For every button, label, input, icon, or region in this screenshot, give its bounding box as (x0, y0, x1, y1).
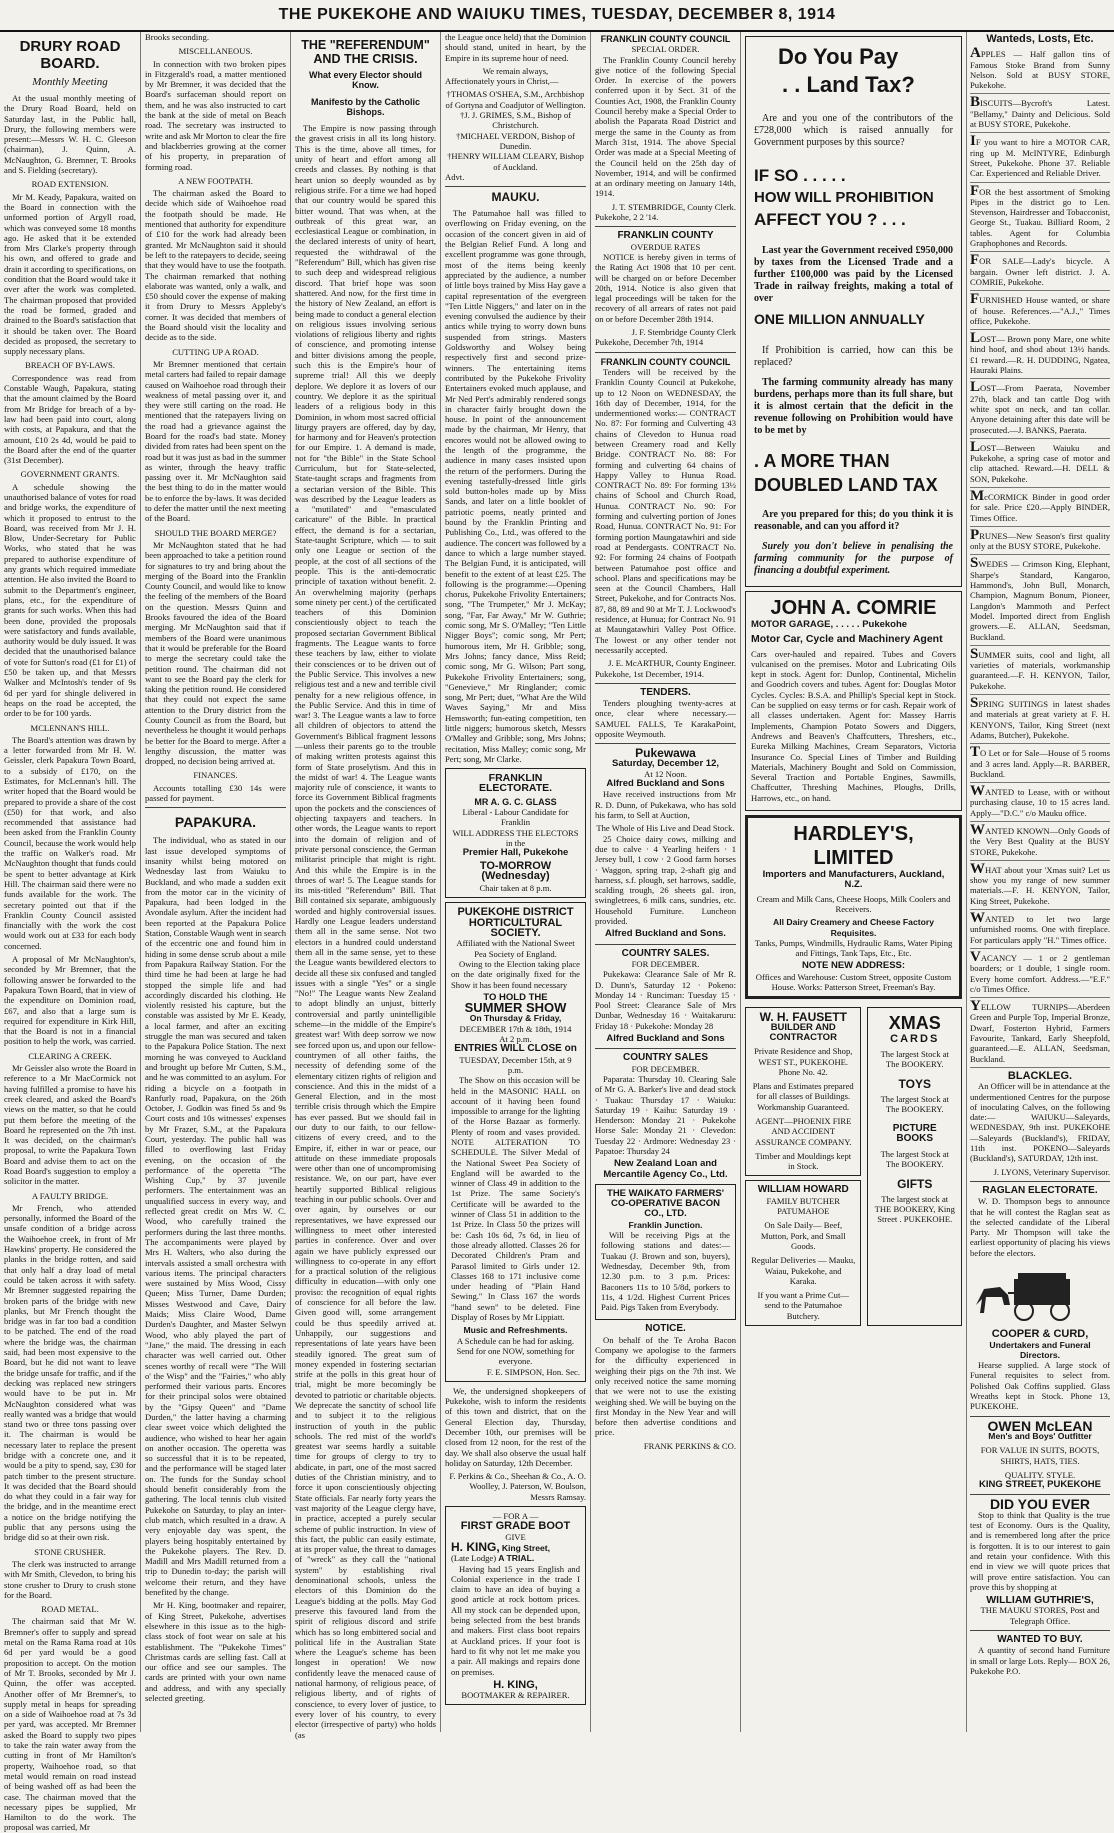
ad-headline: HOW WILL PROHIBITION (754, 189, 934, 206)
ad-text: Stop to think that Quality is the true test of Economy. Ours is the Quality, and is remembered long after the price is forgotten. It is to our interest to gain and retain your confidence. With this end in view we will quote prices that will prove entire satisfaction. You can prove this by shopping at (970, 1509, 1110, 1592)
ad-subtitle: Men's and Boys' Outfitter (988, 1430, 1092, 1441)
auctioneer: Alfred Buckland and Sons (606, 778, 725, 790)
ad-subtitle: KING STREET, PUKEKOHE (979, 1479, 1101, 1491)
ad-text: Private Residence and Shop, WEST ST., PUKEKOHE. (754, 1046, 853, 1067)
classified-ad: LOST—Between Waiuku and Pukekohe, a spring case of motor and clip attached. Reward.—H. DELL & SON, Pukekohe. (970, 442, 1110, 488)
ad-text: Regular Deliveries — Mauku, Waiau, Pukekohe, and Karaka. (751, 1255, 856, 1286)
paragraph: The chairman asked the Board to decide which side of Waihoehoe road the footpath should be made. He mentioned that authority for expenditure of £10 for the work had already been granted. Mr McNaughton said it should be left to the ratepayers to decide, seeing that they would have to use the footpath. The chairman remarked that nothing elaborate was wanted, only a walk, and £50 should cover the expense of making it from Drury to Messrs Appleby's corner. It was decided that members of the Board should visit the locality and decide as to the side. (145, 188, 286, 343)
ad-text: AGENT—PHOENIX FIRE AND ACCIDENT ASSURANCE COMPANY. (755, 1115, 852, 1147)
ad-subtitle: Motor Car, Cycle and Machinery Agent (751, 633, 943, 646)
ad-text: (Late Lodge) (451, 1553, 497, 1564)
section-heading: ROAD METAL. (41, 1604, 99, 1615)
column-drury-road-board (4, 32, 136, 1833)
ad-text: QUALITY. STYLE. (1004, 1469, 1076, 1480)
signature: J. LYONS, Veterinary Supervisor. (993, 1166, 1110, 1177)
notice-title: FRANKLIN COUNTY (617, 230, 714, 242)
section-heading: CUTTING UP A ROAD. (172, 346, 259, 357)
column-display-ads (745, 32, 962, 1732)
article-subtitle: What every Elector should Know. (308, 70, 423, 91)
column-rule (440, 32, 441, 1732)
ad-subtitle: Franklin Junction. (628, 1219, 703, 1230)
classified-ad: McCORMICK Binder in good order for sale. Price £20.—Apply BINDER, Times Office. (970, 491, 1110, 527)
signature: †J. J. GRIMES, S.M., Bishop of Christchurch. (459, 110, 572, 131)
ad-text: Liberal - Labour Candidate for Franklin (462, 807, 569, 828)
ad-text: If you want a Prime Cut—send to the Patumahoe Butchery. (757, 1290, 849, 1321)
section-heading: CLEARING A CREEK. (28, 1050, 112, 1061)
article-title: DRURY ROAD BOARD. (19, 38, 121, 72)
franklin-electorate-ad (445, 768, 586, 898)
lower-ads-row (745, 1003, 962, 1330)
ad-subtitle: Importers and Manufacturers, Auckland, N.Z. (762, 869, 945, 891)
paragraph: The Franklin County Council hereby give notice of the following Special Order. In exercise of the powers conferred upon it by Sect. 31 of the Counties Act, 1908, the Franklin County Council hereby make a Special Order to abolish the Paparata Road District and merge the same in the County as from March 31st, 1914. The above Special Order was made at a Special Meeting of the Council held on the 25th day of November, 1914, and will be confirmed at an ordinary meeting on January 14th, 1914. (595, 54, 736, 199)
h-king-ad (445, 1506, 586, 1705)
divider (145, 807, 286, 808)
ad-title: THE WAIKATO FARMERS' CO-OPERATIVE BACON CO., LTD. (607, 1187, 724, 1220)
ad-title: DID YOU EVER (989, 1496, 1091, 1513)
paragraph: Tenders will be received by the Franklin County Council at Pukekohe, up to 12 Noon on WEDNESDAY, the 16th day of December, 1914, for the undermentioned works:— CONTRACT No. 87: For forming and Culverting 43 chains of Clevedon to Hunua road between Creamery road and Kelly Bridge. CONTRACT No. 88: For forming and culverting 64 chains of Happy Valley to Hunua Road. CONTRACT No. 89: For forming 13½ chains of School and Church Road, Hunua. CONTRACT No. 90: For forming and culverting portion of Jones Road, Hunua. CONTRACT No. 91: For forming portion Maungatawhiri and side road at Pendergasts. CONTRACT No. 92: For forming 24 chains of Footpath between Patumahoe post office and school. Plans and specifications may be seen at the Council Chambers, Hall Street, Pukekohe, and for Contracts Nos. 87, 88, 89 and 90 at Mr T. J. Lockwood's residence, at Hunua; for Contract No. 91 at Maungatawhiri Valley Post Office. The lowest or any other tender not necessarily accepted. (595, 366, 736, 655)
divider (970, 1416, 1110, 1417)
paragraph: NOTICE is hereby given in terms of the Rating Act 1908 that 10 per cent. will be charged on or before December 20th, 1914. Notice is also given that legal proceedings will be taken for the recovery of all arrears of rates not paid on or before December 28th 1914. (595, 251, 736, 324)
ad-date: TUESDAY, December 15th, at 9 p.m. (459, 1054, 572, 1075)
column-county-notices (595, 32, 736, 1732)
column-rule (740, 32, 741, 1732)
classified-ad: BISCUITS—Bycroft's Latest. "Bellamy," Dainty and Delicious. Sold at BUSY STORE, Pukekohe. (970, 97, 1110, 133)
ad-date: On Thursday & Friday, (469, 1013, 562, 1024)
ad-text: The largest Stock at The BOOKERY. (880, 1093, 949, 1114)
classified-ad: LOST—From Paerata, November 27th, black and tan cattle Dog with white spot on neck, and tan collar. Anyone detaining after this date will be prosecuted.—J. BANKS, Paerata. (970, 382, 1110, 438)
ad-title: JOHN A. COMRIE (770, 597, 937, 619)
paragraph: The Patumahoe hall was filled to overflowing on Friday evening, on the occasion of the concert given in aid of the Belgian Relief Fund. A long and excellent programme was gone through, most of the items being keenly appreciated by the audience, a number of little boys trained by Miss Hay gave a capital representation of the evergreen "Ten Little Niggers," and later on in the evening convulsed the audience by their antics while trying to worry down buns suspended from strings. Masters Goldsworthy and Wolsey being respectively first and second prize-winners. The entertaining items contributed by the Pukekohe Frivolity Entertainers evoked much applause, and Mr Ned Pert's admirably rendered songs in character fairly brought down the house. In point of the announcement made by the chairman, Mr Henry, that encores would not be allowed owing to the length of the programme, the audience in many cases insisted upon the return of the performers. During the evening tastefully-dressed little girls sold button-holes made up by Miss Sands, and later on a little booklet of patriotic poems, neatly printed and bound by the Franklin Printing and Publishing Co., Ltd., was offered to the audience. The concert was followed by a dance to which a large number stayed. The Belgian Fund, it is anticipated, will benefit to the extent of at least £25. The following is the programme:—Opening chorus, Pukekohe Frivolity Entertainers; song, "The Trumpeter," Mr J. McKay; song, "Far, Far Away," Mr W. Guthrie; comic song, Mr S. O'Malley; "Ten Little Nigger Boys"; comic song, Mr Pert; humorous item, Mr H. Gribble; song, Mrs Johns; fancy dance, Miss Reid; comic song, Mr G. Wilson; Part song, Pukekohe Frivolity Entertainers; song, "Genevieve," Mr Ringlander; comic song, Mr Pert; duet, "What Are the Wild Waves Saying," Mr and Miss Hemsworth; fun-eating competition, ten little niggers; humorous sketch, Messrs O'Malley and Gribble; song, Mrs Johns; recitation, Miss Malley; comic song, Mr Pert; song, Mr Clarke. (445, 208, 586, 764)
ad-text: On Sale Daily— Beef, Mutton, Pork, and Small Goods. (760, 1220, 846, 1251)
ad-title: COOPER & CURD, (991, 1328, 1089, 1341)
notice-subtitle: OVERDUE RATES (630, 241, 701, 252)
auctioneer: New Zealand Loan and Mercantile Agency Co., Ltd. (603, 1158, 728, 1180)
sale-list: Pukekawa: Clearance Sale of Mr R. D. Dunn's, Saturday 12 · Pokeno: Monday 14 · Runciman: Tuesday 15 · Pool Street: Clearance Sale of Mrs Dunbar, Wednesday 16 · Waitakaruru: Friday 18 · Pukekohe: Monday 28 (595, 969, 736, 1031)
paragraph: The Empire is now passing through the gravest crisis in all its long history. This is the time, above all times, for unity of heart and effort among all creeds and classes. By nothing is that heart union so deeply wounded as by religious strife. For a time we had hoped that our country would be spared this bitter wound. That was when, at the outbreak of this great war, an ecclesiastical League or combination, in the declared interests of unity of heart, requested the withdrawal of the "Referendum" Bill, which has given rise to such deep and widespread religious discord. That brief hope was soon shattered. And now, for the first time in the history of New Zealand, an effort is being made to conduct a general election on religious issues involving serious violations of religious liberty and rights of conscience, and promoting intense and bitter divisions among the people, such this is the Empire's hour of supreme trial! All this we deeply deplore. We deplore it as lovers of our country. We deplore it as the spiritual leaders of a religious body in this Dominion, in whom most sacred official liturgy prayers are offered, day by day, for harmony and for Heaven's protection for our Empire. 1. A demand is made, not for "the Bible" in the State School Curriculum, but for State-selected, State-taught scraps and fragments from a sectarian version of the Bible. This was described by the League leaders as a "mutilated" and "emasculated caricature" of the Bible. In practical effect, the demand is for a sectarian, State-taught Scripture, which — to suit only one League or section of the people, at the cost of all sections of the people. This is the anti-democratic principle of taxation without benefit. 2. An overwhelming majority (perhaps some ninety per cent.) of the certificated teachers of this Dominion conscientiously object to teach the proposed sectarian Government Biblical fragments. The League wants to force these teachers by law, either to violate their consciences or to be driven out of the Public Service. This involves a new religious test and a new and terrible civil penalty for a new religious offence, in the Public Service. And this in time of war! 3. The League wants a law to force all children of objectors to attend the Government's Biblical fragment lessons—unless their parents go to the trouble of making written protests against this form of State proselytism. And this in the midst of war! 4. The League wants majority rule of conscience, it wants to force its Government Biblical fragments upon the pockets and the consciences of objecting taxpayers and teachers. In other words, the League wants to report into the domain of religion and of private personal conscience, the German militarist principle that might is right. And this while the Empire is in the throes of war! 5. The League stands for its mis-titled "Referendum" Bill. That Bill contained six separate, ambiguously worded and highly controversial issues. Hardly one League leaders understand them all in the same sense. Not two electors in a hundred could understand them all in the same sense, yet to these the League wants bewildered electors to decide all these six confused and tangled issues with a single "Yes" or a single "No!" The League wants New Zealand to adopt blindly an unjust, bitterly controversial and partly unintelligible scheme—in the middle of the Empire's greatest war! With deep sorrow we now see forced upon us, and upon our fellow-countrymen of all other faiths, the necessity of defending some of the elementary citizen rights of religion and conscience. And this in the midst of a General Election, and in the most terrible crisis through which the Empire has ever passed. But we should fail in our duty to our faith, to our fellow-citizens of every creed, and to the Empire, if, either in war or peace, our attitude on these immediate proposals were other than one of uncompromising resistance. We, on our part, have ever heartily supported Biblical religious teaching in our public schools. Over and over again, by ourselves or our representatives, we have expressed our willingness to meet other interested parties in conference. Over and over again we have publicly expressed our willingness to co-operate in any effort for a practical solution of the religious difficulty in education—with only one proviso: the recognition of equal rights of conscience for all before the law. Given good will, some arrangement could be thus speedily arrived at. Unhappily, our suggestions and representations of late years have been steadily ignored. The great sum of money expended in fostering sectarian strife at the polls in this great hour of trial, might be more becomingly be devoted to patriotic or charitable objects. We deprecate the sanctity of school life and to subject it to the religious instruction of youth in the public schools. The red mist of the world's greatest war seems hardly a suitable time for groups of clergy to try to abdicate, in part, one of the most sacred duties of the Christian ministry, and to force it upon conscientiously objecting State officials. Far nearly forty years the vast majority of the League clergy have, in practice, accepted a purely secular scheme of public instruction. In view of this fact, the public can easily estimate, at its proper value, the threat to damages of "wreck" as they call the "national system" by establishing rival denominational schools, unless the electors of this Dominion do the League's bidding at the polls. May God preserve this favoured land from the spirit of religious discord and strife which has so long embittered social and political life in the Australian State where the League's scheme has been longest in operation! We now confidently leave the menaced cause of national harmony, of religious peace, of religious liberty, and of rights of conscience, to every lover of justice, to every lover of his country, to every elector (irrespective of party) who holds (as (295, 123, 436, 1740)
howard-ad (745, 1180, 861, 1326)
ad-title: FRANKLIN ELECTORATE. (478, 772, 553, 795)
divider (595, 226, 736, 227)
ad-text: The farming community already has many burdens, perhaps more than its full share, but it is almost certain that the deficit in the revenue following on Prohibition would have to be met by (754, 377, 953, 436)
paragraph: A quantity of second hand Furniture in small or large Lots. Reply— BOX 26, Pukekohe P.O. (970, 1645, 1110, 1676)
paragraph: Accounts totalling £30 14s were passed for payment. (145, 782, 286, 804)
ad-title: GIFTS (897, 1177, 933, 1192)
signature: J. F. Stembridge County Clerk (631, 327, 736, 338)
column-drury-continued-papakura (145, 32, 286, 1732)
section-heading: A FAULTY BRIDGE. (31, 1190, 109, 1201)
ad-subtitle: FAMILY BUTCHER (766, 1195, 840, 1206)
divider (970, 1181, 1110, 1182)
section-heading: MISCELLANEOUS. (178, 46, 253, 57)
ad-text: The largest stock at THE BOOKERY, King Street . PUKEKOHE. (874, 1193, 955, 1225)
notice-title: TENDERS. (640, 686, 691, 698)
column-rule (290, 32, 291, 1732)
ad-text: Cars over-hauled and repaired. Tubes and Covers vulcanised on the premises. Motor and Lubricating Oils kept in stock. Agent for: Dunlop, Continental, Michelin and Goodrich covers and tubes. Agent for: Douglas Motor Cycles. Cycles: B.S.A. and Phillip's Special kept in Stock. Can be supplied on easy terms or for cash. Repair work of all classes undertaken. Agent for: Massey Harris Implements, Champion Potato Sowers and Diggers, Andrews and Beaven's Chaffcutters, Threshers, etc., Eureka Milking Machines, Cream Separators, Victoria Insurance Co. Special Lines of Timber and Building Materials, Machinery Bought and Sold on Commission, Several Traction and Portable Engines, Sawmills, Chaffcutter, Threshing Machines, Ploughs, Drills, Harrows, etc., on hand. (751, 648, 956, 803)
classified-ad: IF you want to hire a MOTOR CAR, ring up M. McINTYRE, Edinburgh Street, Pukekohe. Phone 37. Reliable Car. Experienced and Reliable Driver. (970, 136, 1110, 182)
ad-headline: IF SO . . . . . (754, 166, 846, 185)
ad-text: TO HOLD THE (483, 991, 548, 1003)
classified-ad: TO Let or for Sale—House of 5 rooms and 3 acres land. Apply—R. BARBER, Buckland. (970, 747, 1110, 783)
ad-text: in the (505, 837, 526, 848)
ad-date: DECEMBER 17th & 18th, 1914 (459, 1023, 572, 1034)
section-heading: BREACH OF BY-LAWS. (25, 360, 115, 371)
article-title: PAPAKURA. (174, 814, 257, 831)
ad-text: Cream and Milk Cans, Cheese Hoops, Milk Coolers and Receivers. (756, 893, 951, 914)
paragraph: On behalf of the Te Aroha Bacon Company we apologise to the farmers for the difficulty experienced in weighing their pigs on the 7th inst. We only received notice the same morning that we were not to use the existing weighing shed. We will be buying on the first Monday in the New Year and will before then advertise conditions and price. (595, 1334, 736, 1438)
paragraph: Mr McNaughton stated that he had been approached to take a petition round for signatures to try and bring about the merging of the Board into the Franklin County Council, and would like to know the feeling of the members of the Board on the question. Messrs Quinn and Brooks favoured the idea of the Board merging. Mr McNaughton said that if members of the Board were unanimous that it would be preferable for the Board to merge the secretary could take the petition round. The chairman did not want to see the Board pay the clerk for taking the petition round. He considered that they could not expect the same attention to the Drury district from the County Council as from the Board, but nevertheless he thought it would perhaps be better for the Board to merge. After a lengthy discussion, the matter was dropped, no decision being arrived at. (145, 539, 286, 767)
ad-text: The largest Stock at The BOOKERY. (880, 1048, 949, 1069)
paragraph: An Officer will be in attendance at the undermentioned Centres for the purpose of inoculating Calves, on the following date:— WAIUKU—Saleyards, WEDNESDAY, 9th inst. PUKEKOHE—Saleyards (Buckland's), FRIDAY, 11th inst. POKENO—Saleyards (Buckland's), SATURDAY, 12th inst. (970, 1081, 1110, 1164)
comrie-ad (745, 591, 962, 811)
ad-text: Music and Refreshments. (463, 1325, 568, 1336)
ad-title: SUMMER SHOW (464, 1000, 567, 1016)
ad-text: Tanks, Pumps, Windmills, Hydraulic Rams, Water Piping and Fittings, Tank Taps, Etc., Etc. (754, 937, 953, 959)
paragraph: Mr Geissler also wrote the Board in reference to a Mr MacCormick not having fulfilled a promise to have his creek cleared, and asked the Board's views on the matter, so that he could put them before the meeting of the Board he represented on the 7th inst. It was decided, on the chairman's proposal, to write the Papakura Town Board and advise them to act on the Road Board's suggestion to employ a solicitor in the matter. (4, 1063, 136, 1187)
ad-date: TO-MORROW (Wednesday) (479, 859, 552, 882)
notice-title: FRANKLIN COUNTY COUNCIL (600, 34, 731, 44)
classified-ad: LOST— Brown pony Mare, one white hind hoof, and shod about 13½ hands. £1 reward.—R. H. DUDDING, Ngatea, Hauraki Plains. (970, 333, 1110, 379)
section-heading: FINANCES. (193, 770, 238, 781)
notice-title: FRANKLIN COUNTY COUNCIL (600, 356, 731, 367)
notice-title: RAGLAN ELECTORATE. (982, 1184, 1098, 1196)
signature: †HENRY WILLIAM CLEARY, Bishop of Auckland. (447, 151, 584, 172)
ad-text: King Street, (501, 1542, 551, 1553)
ad-text: Timber and Mouldings kept in Stock. (755, 1150, 852, 1172)
auctioneer: Alfred Buckland and Sons. (605, 928, 726, 940)
ad-title: TOYS (898, 1077, 931, 1092)
classified-ad: SWEDES — Crimson King, Elephant, Sharpe's Standard, Kangaroo, Hammond's, John Bull, Monarch, Champion, Magnum Bonum, Pioneer, Langdon's Mammoth and Perfect Model. Imported direct from English growers.—E. ALLAN, Seedsman, Buckland. (970, 558, 1110, 645)
article-subtitle: Monthly Meeting (32, 76, 108, 88)
paragraph: W. D. Thompson begs to announce that he will contest the Raglan seat as the selected candidate of the Liberal Party. Mr Thompson will take the earliest opportunity of placing his views before the electors. (970, 1196, 1110, 1258)
ad-text: Plans and Estimates prepared for all classes of Buildings. Workmanship Guaranteed. (752, 1081, 854, 1112)
ad-headline: . A MORE THAN (754, 451, 890, 471)
notice-subtitle: SPECIAL ORDER. (631, 44, 700, 55)
ad-text: A Schedule can be had for asking. Send for one NOW, something for everyone. (456, 1335, 575, 1367)
paragraph: the League once held) that the Dominion should stand, united in heart, by the Empire in its supreme hour of need. (445, 32, 586, 63)
ad-text: NOTE NEW ADDRESS: (801, 960, 906, 972)
section-heading: STONE CRUSHER. (34, 1546, 106, 1557)
ad-subtitle: BUILDER AND CONTRACTOR (769, 1021, 837, 1043)
ad-title: XMAS (888, 1013, 941, 1034)
paragraph: The individual, who as stated in our last issue developed symptoms of insanity whilst being motored on Wednesday last from Waiuku to Buckland, and who made a sudden exit from the motor car in the vicinity of Papakura, had been lodged in the Avondale asylum. After the incident had been reported at the Papakura Police Station, Constable Waugh went in search of the eccentric one and found him in hiding in some dense scrub about a mile from Papakura Railway Station. For the third time he had been at large he had stopped the simple life and had accordingly discarded his clothing. He violently resisted his capture, but the constable was assisted by Mr E. Keady, a local farmer, and after an exciting struggle the man was secured and taken to the Papakura Police Station. The next morning he was conveyed to Auckland and brought up before Mr Cutten, S.M., and he was committed to an asylum. For riding a bicycle on a footpath in Ranfurly road, Papakura, on the 26th October, J. Godkin was fined 5s and 9s Court costs and 10s witnesses' expenses by Mr Frazer, S.M., at the Papakura Court, yesterday. The public hall was filled to overflowing last Friday evening, on the occasion of the performance of the operetta "The Wishing Cup," by 37 juvenile performers. The entertainment was an unqualified success in every way, and reflected great credit on Mrs W. C. Wood, who carefully trained the performers during the last three months. The accompaniments were played by Mrs H. Walters, who also during the intervals assisted a small orchestra with various items. The principal characters were sustained by Miss Wood, Cissy Queen; Miss Turner, Dame Durden; Misses Westwood and Cave, Dairy Maids; Miss Claire Wood, Dame Durden's Daughter, and Master Selwyn Wood, who ably played the part of "Jane," the maid. The dressing in each character was well carried out. Other scenes worthy of recall were "The Will o' the Wisp" and the "Fairies," who ably performed their various parts. Encores for their principal solos were obtained by the "Gipsy Queen" and "Dame Durden," the latter having a charming clear sweet voice which delighted the audience, who wished to hear her again on another occasion. The operetta was so successful that it is to be repeated, and the performance will be staged later on. The funds for the Sunday school should benefit considerably from the gathering. The local tennis club visited Pukekohe on Saturday, to play an inter-club match, which resulted in a draw. A very enjoyable day was spent, the players being hospitably entertained by the Pukekohe players. The Rev. D. Madill and Mrs Madill returned from a trip to Dunedin to-day; the parish will welcome their return, and they have benefited by the change. (145, 835, 286, 1598)
ad-text: Chair taken at 8 p.m. (479, 883, 552, 894)
signature: J. T. STEMBRIDGE, County Clerk. (611, 201, 736, 212)
paragraph: Correspondence was read from Constable Waugh, Papakura, stating that the amount claimed by the Board from Mr Bridge for breach of a by-law had been paid into court, along with costs, at Papakura, and that the amount, £10 2s 4d, would be paid to the Board after the end of the quarter (31st December). (4, 372, 136, 466)
horticultural-ad (445, 902, 586, 1381)
ad-text: FOR VALUE IN SUITS, BOOTS, SHIRTS, HATS, TIES. (980, 1445, 1100, 1466)
section-heading: ROAD EXTENSION. (31, 179, 109, 190)
ad-headline: Do You Pay (778, 44, 899, 69)
article-subtitle: Manifesto by the Catholic Bishops. (310, 96, 420, 117)
ad-text: Hearse supplied. A large stock of Funeral requisites to select from. Polished Oak Coffins supplied. Glass Wreaths kept in Stock. Phone 13, PUKEKOHE. (970, 1360, 1110, 1412)
ad-text: — FOR A — (492, 1511, 539, 1522)
ad-headline: ONE MILLION ANNUALLY (754, 311, 925, 327)
ad-title: WILLIAM HOWARD (757, 1184, 849, 1196)
candidate-name: MR A. G. C. GLASS (474, 796, 557, 807)
sale-list: 25 Choice dairy cows, milking and due to calve · 4 Yearling heifers · 1 Jersey bull, 1 cow · 2 Good farm horses · Waggon, spring trap, 2-shaft gig and harness, s.f. plough, set harrows, saddle, scalding trough, 26 sheets gal. iron, swingletrees, 6 milk cans, sundries, etc. Household Furniture. Luncheon provided. (595, 833, 736, 927)
ad-title: FIRST GRADE BOOT (460, 1520, 571, 1533)
ad-text: The Show on this occasion will be held in the MASONIC HALL on account of it having been found impossible to arrange for the lighting of the Horse Bazaar as formerly. Plenty of room and vases provided. NOTE ALTERATION TO SCHEDULE. The Silver Medal of the National Sweet Pea Society of England will be awarded to the winner of Class 49 in addition to the 1st Prize. The same Society's Certificate will be awarded to the winner of Class 51 in addition to the 1st Prize. In Class 50 the prizes will be: Cash 10s 6d, 7s 6d, in lieu of those already allotted. Classes 26 for Decorated Children's Pram and Parasol limited to Girls under 12. Classes 168 to 171 inclusive come under heading of "Plain Hand Sewing." In Class 167 the words "hand sewn" to be deleted. Fine Display of Roses by Mr Lippiatt. (451, 1075, 580, 1323)
column-rule (590, 32, 591, 1732)
ad-text: All Dairy Creamery and Cheese Factory Requisites. (773, 917, 934, 938)
section-heading: GOVERNMENT GRANTS. (20, 469, 120, 480)
section-heading: SHOULD THE BOARD MERGE? (154, 527, 277, 538)
ad-text: THE MAUKU STORES, Post and Telegraph Office. (980, 1605, 1100, 1626)
ad-headline: AFFECT YOU ? . . . (754, 210, 906, 229)
notice-title: NOTICE. (645, 1323, 686, 1335)
section-heading: A NEW FOOTPATH. (178, 175, 253, 186)
notice-date: Pukekohe, 2 2 '14. (595, 212, 659, 223)
paragraph: Mr H. King, bootmaker and repairer, of King Street, Pukekohe, advertises elsewhere in this issue as to the high-class stock of foot wear on sale at his establishment. The "Pukekohe Times" Christmas cards are selling fast. Call at our office and see our samples. The cards are printed with your own name and address, and with any specially selected greeting. (145, 1600, 286, 1704)
classifieds-title: Wanteds, Losts, Etc. (986, 33, 1094, 45)
classified-ad: SUMMER suits, cool and light, all varieties of materials, workmanship guaranteed.—F. H. KENYON, Tailor, Pukekohe. (970, 649, 1110, 695)
ad-text: GIVE (505, 1531, 526, 1542)
paragraph: Brooks seconding. (145, 32, 209, 42)
ad-text: Having had 15 years English and Colonial experience in the trade I claim to have an idea of buying a good article at rock bottom prices. All my stock can be depended upon, being selected from the best brands and makers. First class boot repairs at Auckland prices. If your foot is hard to fit why not let me make you a pair. All makings and repairs done on premises. (451, 1563, 580, 1677)
divider (595, 944, 736, 945)
ad-subtitle: MOTOR GARAGE, . . . . . Pukekohe (751, 619, 908, 630)
divider (970, 1494, 1110, 1495)
ad-headline: DOUBLED LAND TAX (754, 475, 938, 495)
signature: J. E. McARTHUR, County Engineer. (608, 658, 736, 669)
divider (445, 186, 586, 187)
ad-title: PICTURE BOOKS (892, 1123, 937, 1145)
signature: FRANK PERKINS & CO. (643, 1440, 736, 1451)
ad-text: Offices and Warehouse: Custom Street, opposite Custom House. Works: Patterson Street, Freeman's Bay. (755, 971, 952, 993)
ad-text: Are you prepared for this; do you think it is reasonable, and can you afford it? (754, 509, 953, 532)
signature: F. Perkins & Co., Sheehan & Co., A. O. Woolley, J. Paterson, W. Boulson, Messrs Ramsay. (449, 1471, 586, 1502)
paragraph: A proposal of Mr McNaughton's, seconded by Mr Bremner, that the following answer be forwarded to the Papakura Town Board, that in view of the expenditure on Dominion road, £67, and also that a large sum is required for expenditure in Kirk Hill, that the Board is not in a financial position to help the work, was carried. (4, 954, 136, 1047)
classified-list (970, 45, 1110, 1068)
fausett-ad (745, 1007, 861, 1176)
paragraph: In connection with two broken pipes in Fitzgerald's road, a matter mentioned by Mr Bremner, it was decided that the Board's surfaceman should report on them, and he was also instructed to cart the bank at the side of metal on Beach road. The secretary was instructed to write and ask Mr Morton to clear the fire and blackberries growing at the corner of his property, in preparation of forming road. (145, 58, 286, 172)
classified-ad: PRUNES—New Season's first quality only at the BUSY STORE, Pukekohe. (970, 530, 1110, 556)
ad-title: HARDLEY'S, LIMITED (793, 823, 914, 870)
ad-text: Owing to the Election taking place on the date originally fixed for the Show it has been found necessary (451, 958, 580, 990)
section-heading: MCLENNAN'S HILL. (30, 722, 110, 733)
ad-title: ENTRIES WILL CLOSE on (454, 1043, 577, 1055)
classified-ad: FOR the best assortment of Smoking Pipes in the district go to Len. Stevenson, Hairdresser and Tobacconist, George St., Tuakau. Billiard Room, 2 tables. Agent for Columbia Graphophones and Records. (970, 186, 1110, 253)
ad-text: Affiliated with the National Sweet Pea Society of England. (456, 938, 575, 959)
notice-title: BLACKLEG. (1007, 1069, 1073, 1082)
ad-text: WILL ADDRESS THE ELECTORS (452, 827, 579, 838)
ad-title: W. H. FAUSETT (759, 1010, 847, 1025)
classified-ad: VACANCY — 1 or 2 gentleman boarders; or 1 double, 1 single room. Every home comfort. Address.—"E.F." c/o Times Office. (970, 952, 1110, 998)
notice-subtitle: FOR DECEMBER. (631, 1063, 700, 1074)
classified-ad: WANTED KNOWN—Only Goods of the Very Best Quality at the BUSY STORE, Pukekohe. (970, 825, 1110, 861)
signature: F. E. SIMPSON, Hon. Sec. (486, 1366, 580, 1377)
notice-title: WANTED TO BUY. (997, 1634, 1083, 1645)
ad-subtitle: PATUMAHOE (777, 1206, 830, 1217)
ad-venue: Premier Hall, Pukekohe (462, 847, 569, 859)
signature: †MICHAEL VERDON, Bishop of Dunedin. (456, 130, 575, 151)
paragraph: The Board's attention was drawn by a letter forwarded from Mr H. W. Geissler, clerk Papakura Town Board, to a subsidy of £170, on the Estimates, for McLennan's hill. The writer hoped that the Board would be prepared to provide a share of the cost (£50) for that work, and also recommended that assistance had been asked from the Franklin County Council, because the work would help the traffic on Walker's road. Mr McNaughton thought that funds could be spent to better advantage at Kirk Hill. The chairman said there were no funds available for the work. The secretary pointed out that if the Franklin County Council assisted financially with the work the cost would work out at £33 for each body concerned. (4, 734, 136, 951)
ad-text: Are and you one of the contributors of the £728,000 which is raised annually for Government purposes by this source? (754, 113, 953, 148)
column-classifieds (970, 32, 1110, 1732)
sale-date: Saturday, December 12, (611, 757, 719, 769)
classified-ad: FURNISHED House wanted, or share of house. References.—"A.J.," Times office, Pukekohe. (970, 294, 1110, 330)
ad-text: Phone No. 42. (778, 1066, 828, 1077)
signature: †THOMAS O'SHEA, S.M., Archbishop of Gortyna and Coadjutor of Wellington. (445, 89, 586, 110)
masthead (0, 0, 1114, 32)
column-referendum (295, 32, 436, 1740)
classified-ad: APPLES — Half gallon tins of Famous Stoke Brand from Sunny Nelson. Sold at BUSY STORE, Pukekohe. (970, 48, 1110, 94)
paragraph: Mr Bremner mentioned that certain metal carters had failed to repair damage caused on Waihoehoe road through their weakness of metal passing over it, and they were still carting on the road. He mentioned that the ratepayers living on the road had a grievance against the Board for the road's bad state. Money divided from rates had been spent on the road but it was just as bad in the summer as winter, through the heavy traffic passing over it. Mr McNaughton said the best thing to do in the matter would be to enforce the by-laws. It was decided to defer the matter until the next meeting of the Board. (145, 358, 286, 524)
paragraph: The chairman said that Mr W. Bremner's offer to supply and spread metal on the Rama Rama road at 10s 6d per yard would be a good proposition to accept. On the motion of Mr T. Brooks, seconded by Mr J. Quinn, the offer was accepted. Another offer of Mr Bremner's, to supply metal in heaps for spreading on a side of Waihoehoe road at 7s 3d per yard, was accepted. Mr Bremner asked the Board to supply two pipes to take the rain water away from the cutting in front of Mr Hamilton's property, Waihoehoe road, so that metal would remain on road instead of being washed off as had been the case. The chairman moved that the necessary pipes be supplied, Mr Hamilton to do the work. The proposal was carried, Mr (4, 1616, 136, 1833)
hearse-illustration (970, 1265, 1090, 1323)
ad-name: H. KING, (493, 1678, 538, 1691)
divider (595, 743, 736, 744)
ad-name: H. KING, (451, 1539, 500, 1554)
notice-title: COUNTRY SALES (622, 1052, 708, 1064)
classified-ad: SPRING SUITINGS in latest shades and materials at great variety at F. H. KENYON'S, Tailor, King Street (next Adams, Butcher), Pukekohe. (970, 698, 1110, 744)
land-tax-ad (745, 36, 962, 587)
ad-text: The largest Stock at The BOOKERY. (880, 1148, 949, 1169)
bookery-ad (867, 1007, 962, 1326)
ad-subtitle: Undertakers and Funeral Directors. (989, 1339, 1091, 1360)
closing-line: Affectionately yours in Christ,— (445, 76, 559, 87)
paragraph: We, the undersigned shopkeepers of Pukekohe, wish to inform the residents of this town and district, that on the General Election day, Thursday, December 10th, our premises will be closed from 12 noon, for the rest of the day. We shall also observe the usual half holiday on Saturday, 12th December. (445, 1385, 586, 1468)
classified-ad: WHAT about your 'Xmas suit? Let us show you my range of new summer materials.—F. H. KENYON, Tailor, King Street, Pukekohe. (970, 864, 1110, 910)
column-rule (140, 32, 141, 1732)
notice-title: COUNTRY SALES. (621, 947, 710, 959)
paragraph: Have received instructions from Mr R. D. Dunn, of Pukekawa, who has sold his farm, to Sell at Auction, (595, 789, 736, 821)
ad-name: WILLIAM GUTHRIE'S, (986, 1594, 1094, 1607)
classified-ad: WANTED to let two large unfurnished rooms. One with fireplace. For particulars apply "H." Times office. (970, 913, 1110, 949)
ad-text: BOOTMAKER & REPAIRER. (461, 1690, 570, 1701)
ad-headline: . . Land Tax? (782, 72, 915, 97)
divider (595, 352, 736, 353)
advt-label: Advt. (445, 171, 465, 182)
paragraph: Mr French, who attended personally, informed the Board of the unsafe condition of a bridge across the Waihoehoe creek, in front of Mr Hawkins' property. He considered the planks in the bridge rotten, and said that only half a dray load of metal could be taken across it with safety. Mr Bremner suggested repairing the broken parts of the bridge with new planks, but Mr French thought the bridge was in far too bad a condition to be patched. The end of the road where the bridge was, the chairman said, had been most expensive to the Board, but he did not want to leave the bridge unsafe for traffic, and if the decking was replaced new stringers would have to be put in. Mr McNaughton considered what was really wanted was a bridge that would stand two or three tons passing over it. The chairman is would be necessary later to replace the present bridge with a concrete one, and it would be a pity to spend, say, £30 for patch timber to the present structure. It was decided that the Board should do what they could in a fair way for the bridge, and in the meantime erect a notice on the bridge notifying the public that any persons using the bridge did so at their own risk. (4, 1202, 136, 1543)
ad-text: At 2 p.m. (499, 1034, 532, 1045)
paragraph: The clerk was instructed to arrange with Mr Smith, Clevedon, to bring his stone crusher to Drury to crush stone for the Board. (4, 1558, 136, 1600)
notice-subtitle: FOR DECEMBER. (631, 958, 700, 969)
ad-text: Last year the Government received £950,000 by taxes from the Licensed Trade and a further £100,000 was paid by the Licensed Trade in railway freights, making a total of over (754, 245, 953, 304)
column-mauku-notices (445, 32, 586, 1732)
paragraph: Tenders ploughing twenty-acres at once, clear where necessary.—SAMUEL FALLS, Te KarakaPoint, opposite Weymouth. (595, 698, 736, 739)
classified-ad: WANTED to Lease, with or without purchasing clause, 10 to 15 acres land. Apply—"D.C." c/o Mauku office. (970, 786, 1110, 822)
divider (970, 1630, 1110, 1631)
masthead-title: THE PUKEKOHE AND WAIUKU TIMES, TUESDAY, DECEMBER 8, 1914 (278, 6, 836, 23)
closing-line: We remain always, (482, 65, 549, 76)
classified-ad: YELLOW TURNIPS—Aberdeen Green and Purple Top, Imperial Bronze, Dwarf, Fosterton Hybrid, Farmers Favourite, Tankard, Early Sheepfold, guaranteed.—E. ALLAN, Seedsman, Buckland. (970, 1001, 1110, 1068)
article-title: MAUKU. (491, 190, 540, 205)
notice-date: Pukekohe, 1st December, 1914. (595, 668, 704, 679)
waikato-bacon-ad (595, 1184, 736, 1321)
paragraph: Mr M. Keady, Papakura, waited on the Board in connection with the unformed portion of Argyll road, which was conveyed some 18 months ago. He asked that it be extended from Mrs Clarke's property through his own, and offered to grade and drain it according to specifications, on condition that the Board would take it over after the work was completed. The chairman proposed that provided the road be formed, graded and drained to the Board's satisfaction that it should be taken over. The Board decided as proposed, the secretary to supply necessary plans. (4, 191, 136, 357)
sale-time: At 12 Noon. (644, 768, 687, 779)
ad-title: CARDS (890, 1033, 940, 1046)
ad-title: OWEN McLEAN (987, 1417, 1093, 1434)
ad-text: A TRIAL. (498, 1553, 535, 1564)
divider (595, 683, 736, 684)
sale-heading: The Whole of His Live and Dead Stock. (596, 823, 735, 834)
ad-text: If Prohibition is carried, how can this be replaced? (754, 345, 953, 368)
auctioneer: Alfred Buckland and Sons (606, 1033, 725, 1045)
ad-text: Surely you don't believe in penalising the farming community for the purpose of financing a doubtful experiment. (754, 541, 953, 576)
divider (595, 1048, 736, 1049)
ad-title: PUKEKOHE DISTRICT HORTICULTURAL SOCIETY. (457, 906, 574, 940)
paragraph: A schedule showing the unauthorised balance of votes for road and bridge works, the expenditure of which it proposed to entrust to the Board, was received from Mr J. H. Blow, Under-Secretary for Public Works, who stated that he was prepared to authorise expenditure of any grants which required immediate attention. He also invited the Board to submit to the Department's engineer, plans, etc., for the expenditure of grants for such works. When this had been done, provided the proposals were satisfactory and funds available, authority would be duly issued. It was decided that the unauthorised balance of vote for Sutton's road (£1 for £1) of £50 be taken up, and that Messrs Walker and McIntosh's tender of 9s 6d per yard for shingle delivered in heaps on the road be accepted, the order to be for 100 yards. (4, 481, 136, 719)
notice-date: Pukekohe, December 7th, 1914 (595, 337, 704, 348)
ad-text: Will be receiving Pigs at the following stations and dates:— Tuakau (J. Brown and son, buyers), Wednesday, December 9th, from 12.30 p.m. to 3 p.m. Prices: Baconers 11s to 10 5/8d, porkers to 11s, 4 1/2d. Highest Current Prices Paid. Pigs Taken from Everybody. (601, 1230, 730, 1313)
sale-location: Pukewawa (635, 746, 696, 761)
hardleys-ad (745, 815, 962, 999)
article-title: THE "REFERENDUM" AND THE CRISIS. (301, 38, 430, 66)
column-rule (966, 32, 967, 1732)
fausett-howard-ads (745, 1003, 861, 1330)
sale-list: Paparata: Thursday 10. Clearing Sale of Mr G. A. Barker's live and dead stock · Tuakau: Thursday 17 · Waiuku: Saturday 19 · Kaihu: Saturday 19 · Henderson: Monday 21 · Pukekohe Horse Sale: Monday 21 · Clevedon: Tuesday 22 · Ardmore: Wednesday 23 · Papatoe: Thursday 24 (595, 1073, 736, 1156)
paragraph: At the usual monthly meeting of the Drury Road Board, held on Saturday last, in the Public hall, Drury, the following members were present:—Messrs W. H. C. Gleeson (chairman), J. Quinn, A. McNaughton, G. Bremner, T. Brooks and S. Fielding (secretary). (4, 93, 136, 176)
classified-ad: FOR SALE—Lady's bicycle. A bargain. Owner left district. J. A. COMRIE, Pukekohe. (970, 255, 1110, 291)
